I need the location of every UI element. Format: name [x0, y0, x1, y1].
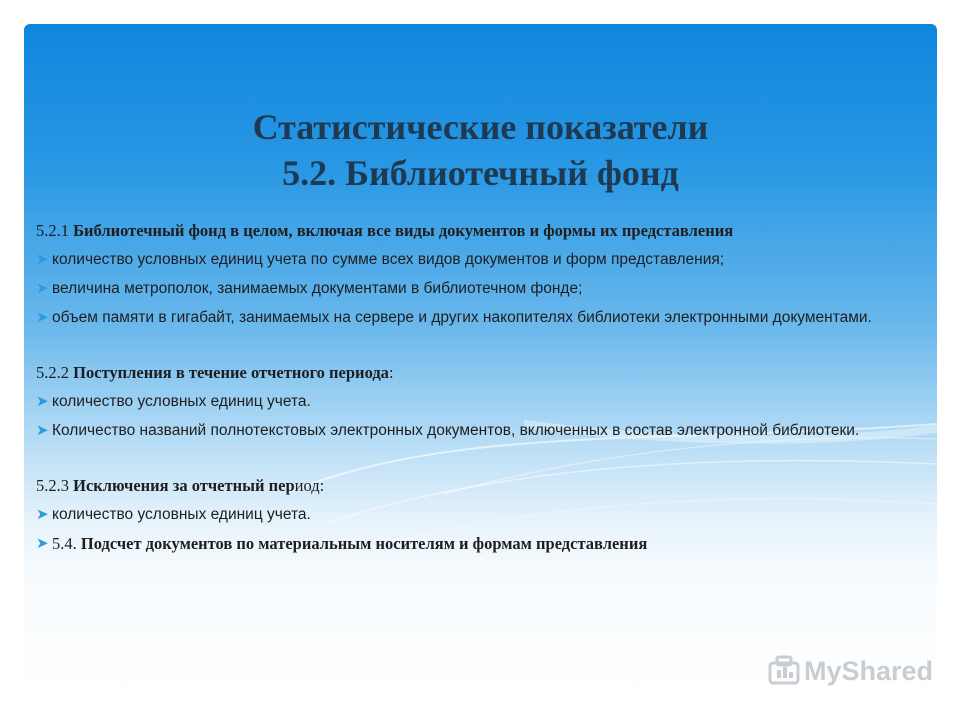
list-item: ➤ количество условных единиц учета.	[36, 503, 922, 527]
section-number: 5.4.	[52, 534, 81, 553]
slide-title	[24, 104, 937, 196]
section-number: 5.2.1	[36, 221, 74, 240]
section-number: 5.2.3	[36, 476, 74, 495]
title-line-1: Статистические показатели	[252, 107, 709, 147]
watermark-text: MyShared	[804, 655, 934, 686]
title-line-2: 5.2. Библиотечный фонд	[282, 153, 679, 193]
section-5-2-3-heading: 5.2.3 Исключения за отчетный период:	[36, 476, 325, 495]
arrow-bullet-icon: ➤	[36, 536, 49, 552]
section-number: 5.2.2	[36, 363, 74, 382]
arrow-bullet-icon: ➤	[36, 309, 49, 326]
myshared-logo-icon	[768, 655, 800, 687]
myshared-watermark	[768, 655, 933, 687]
arrow-bullet-icon: ➤	[36, 422, 49, 439]
section-title: Исключения за отчетный пер	[73, 476, 295, 495]
slide-content	[36, 219, 922, 556]
slide	[24, 24, 937, 696]
section-title: Поступления в течение отчетного периода	[73, 363, 389, 382]
list-item: ➤ объем памяти в гигабайт, занимаемых на сервере и других накопителях библиотеки электронными документами.	[36, 306, 922, 330]
arrow-bullet-icon: ➤	[36, 280, 49, 297]
list-item: ➤ Количество названий полнотекстовых электронных документов, включенных в состав электронной библиотеки.	[36, 419, 922, 443]
section-title: Подсчет документов по материальным носителям и формам представления	[80, 534, 648, 553]
section-5-2-1-heading	[36, 219, 922, 243]
section-title: Библиотечный фонд в целом, включая все виды документов и формы их представления	[73, 221, 734, 240]
list-item: ➤ количество условных единиц учета по сумме всех видов документов и форм представления;	[36, 248, 922, 272]
section-5-4-heading	[36, 532, 922, 556]
arrow-bullet-icon: ➤	[36, 506, 49, 523]
section-5-2-2-heading: 5.2.2 Поступления в течение отчетного периода:	[36, 363, 394, 382]
arrow-bullet-icon: ➤	[36, 393, 49, 410]
list-item: ➤ количество условных единиц учета.	[36, 390, 922, 414]
arrow-bullet-icon: ➤	[36, 251, 49, 268]
list-item: ➤ величина метрополок, занимаемых документами в библиотечном фонде;	[36, 277, 922, 301]
